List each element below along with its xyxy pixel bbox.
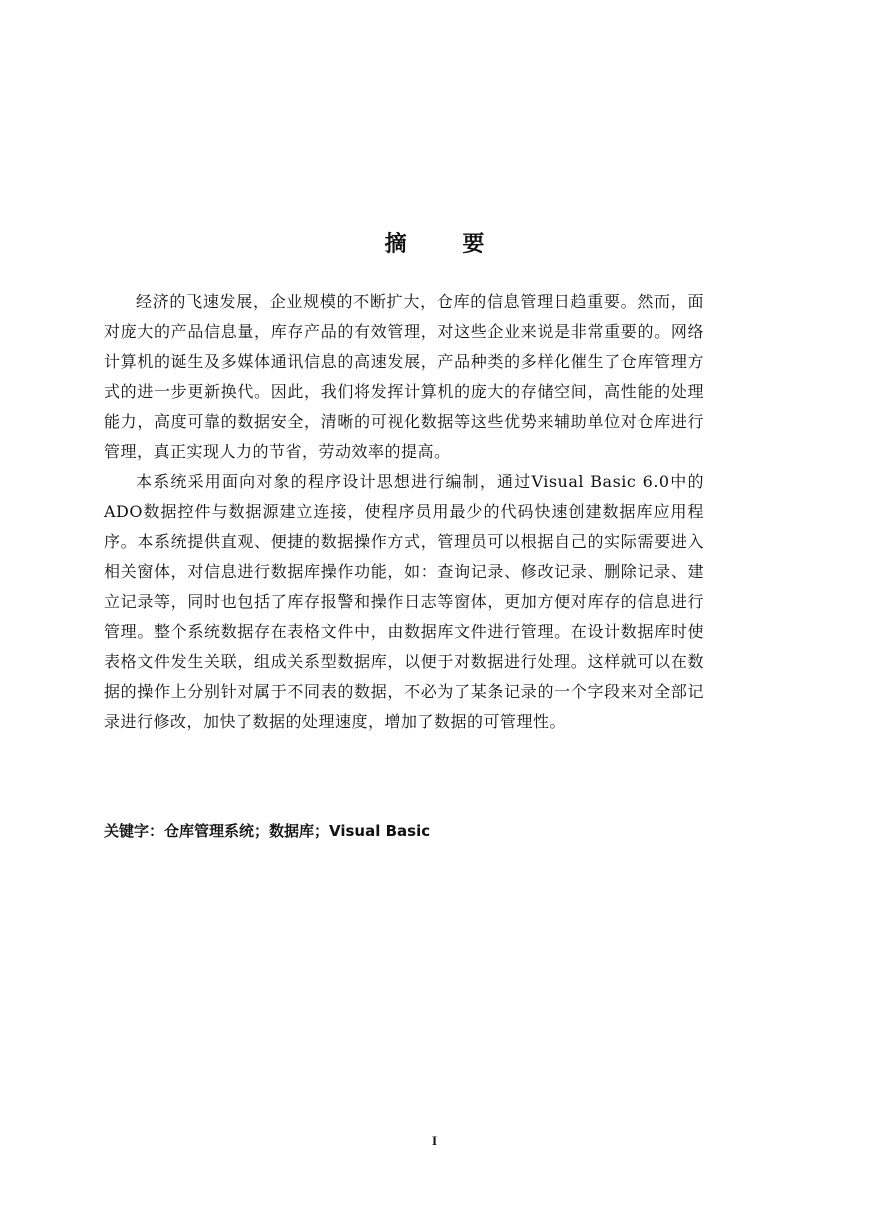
page-number: I: [431, 1133, 438, 1148]
abstract-body: [104, 287, 704, 737]
abstract-paragraph: 本系统采用面向对象的程序设计思想进行编制，通过Visual Basic 6.0中的ADO数据控件与数据源建立连接，使程序员用最少的代码快速创建数据库应用程序。本系统提供直观、便捷的数据操作方式，管理员可以根据自己的实际需要进入相关窗体，对信息进行数据库操作功能，如：查询记录、修改记录、删除记录、建立记录等，同时也包括了库存报警和操作日志等窗体，更加方便对库存的信息进行管理。整个系统数据存在表格文件中，由数据库文件进行管理。在设计数据库时使表格文件发生关联，组成关系型数据库，以便于对数据进行处理。这样就可以在数据的操作上分别针对属于不同表的数据，不必为了某条记录的一个字段来对全部记录进行修改，加快了数据的处理速度，增加了数据的可管理性。: [104, 472, 704, 731]
keywords-line: 关键字：仓库管理系统；数据库；Visual Basic: [104, 822, 431, 840]
abstract-title: 摘 要: [384, 232, 509, 257]
abstract-paragraph: 经济的飞速发展，企业规模的不断扩大，仓库的信息管理日趋重要。然而，面对庞大的产品信息量，库存产品的有效管理，对这些企业来说是非常重要的。网络计算机的诞生及多媒体通讯信息的高速发展，产品种类的多样化催生了仓库管理方式的进一步更新换代。因此，我们将发挥计算机的庞大的存储空间，高性能的处理能力，高度可靠的数据安全，清晰的可视化数据等这些优势来辅助单位对仓库进行管理，真正实现人力的节省，劳动效率的提高。: [104, 292, 704, 461]
